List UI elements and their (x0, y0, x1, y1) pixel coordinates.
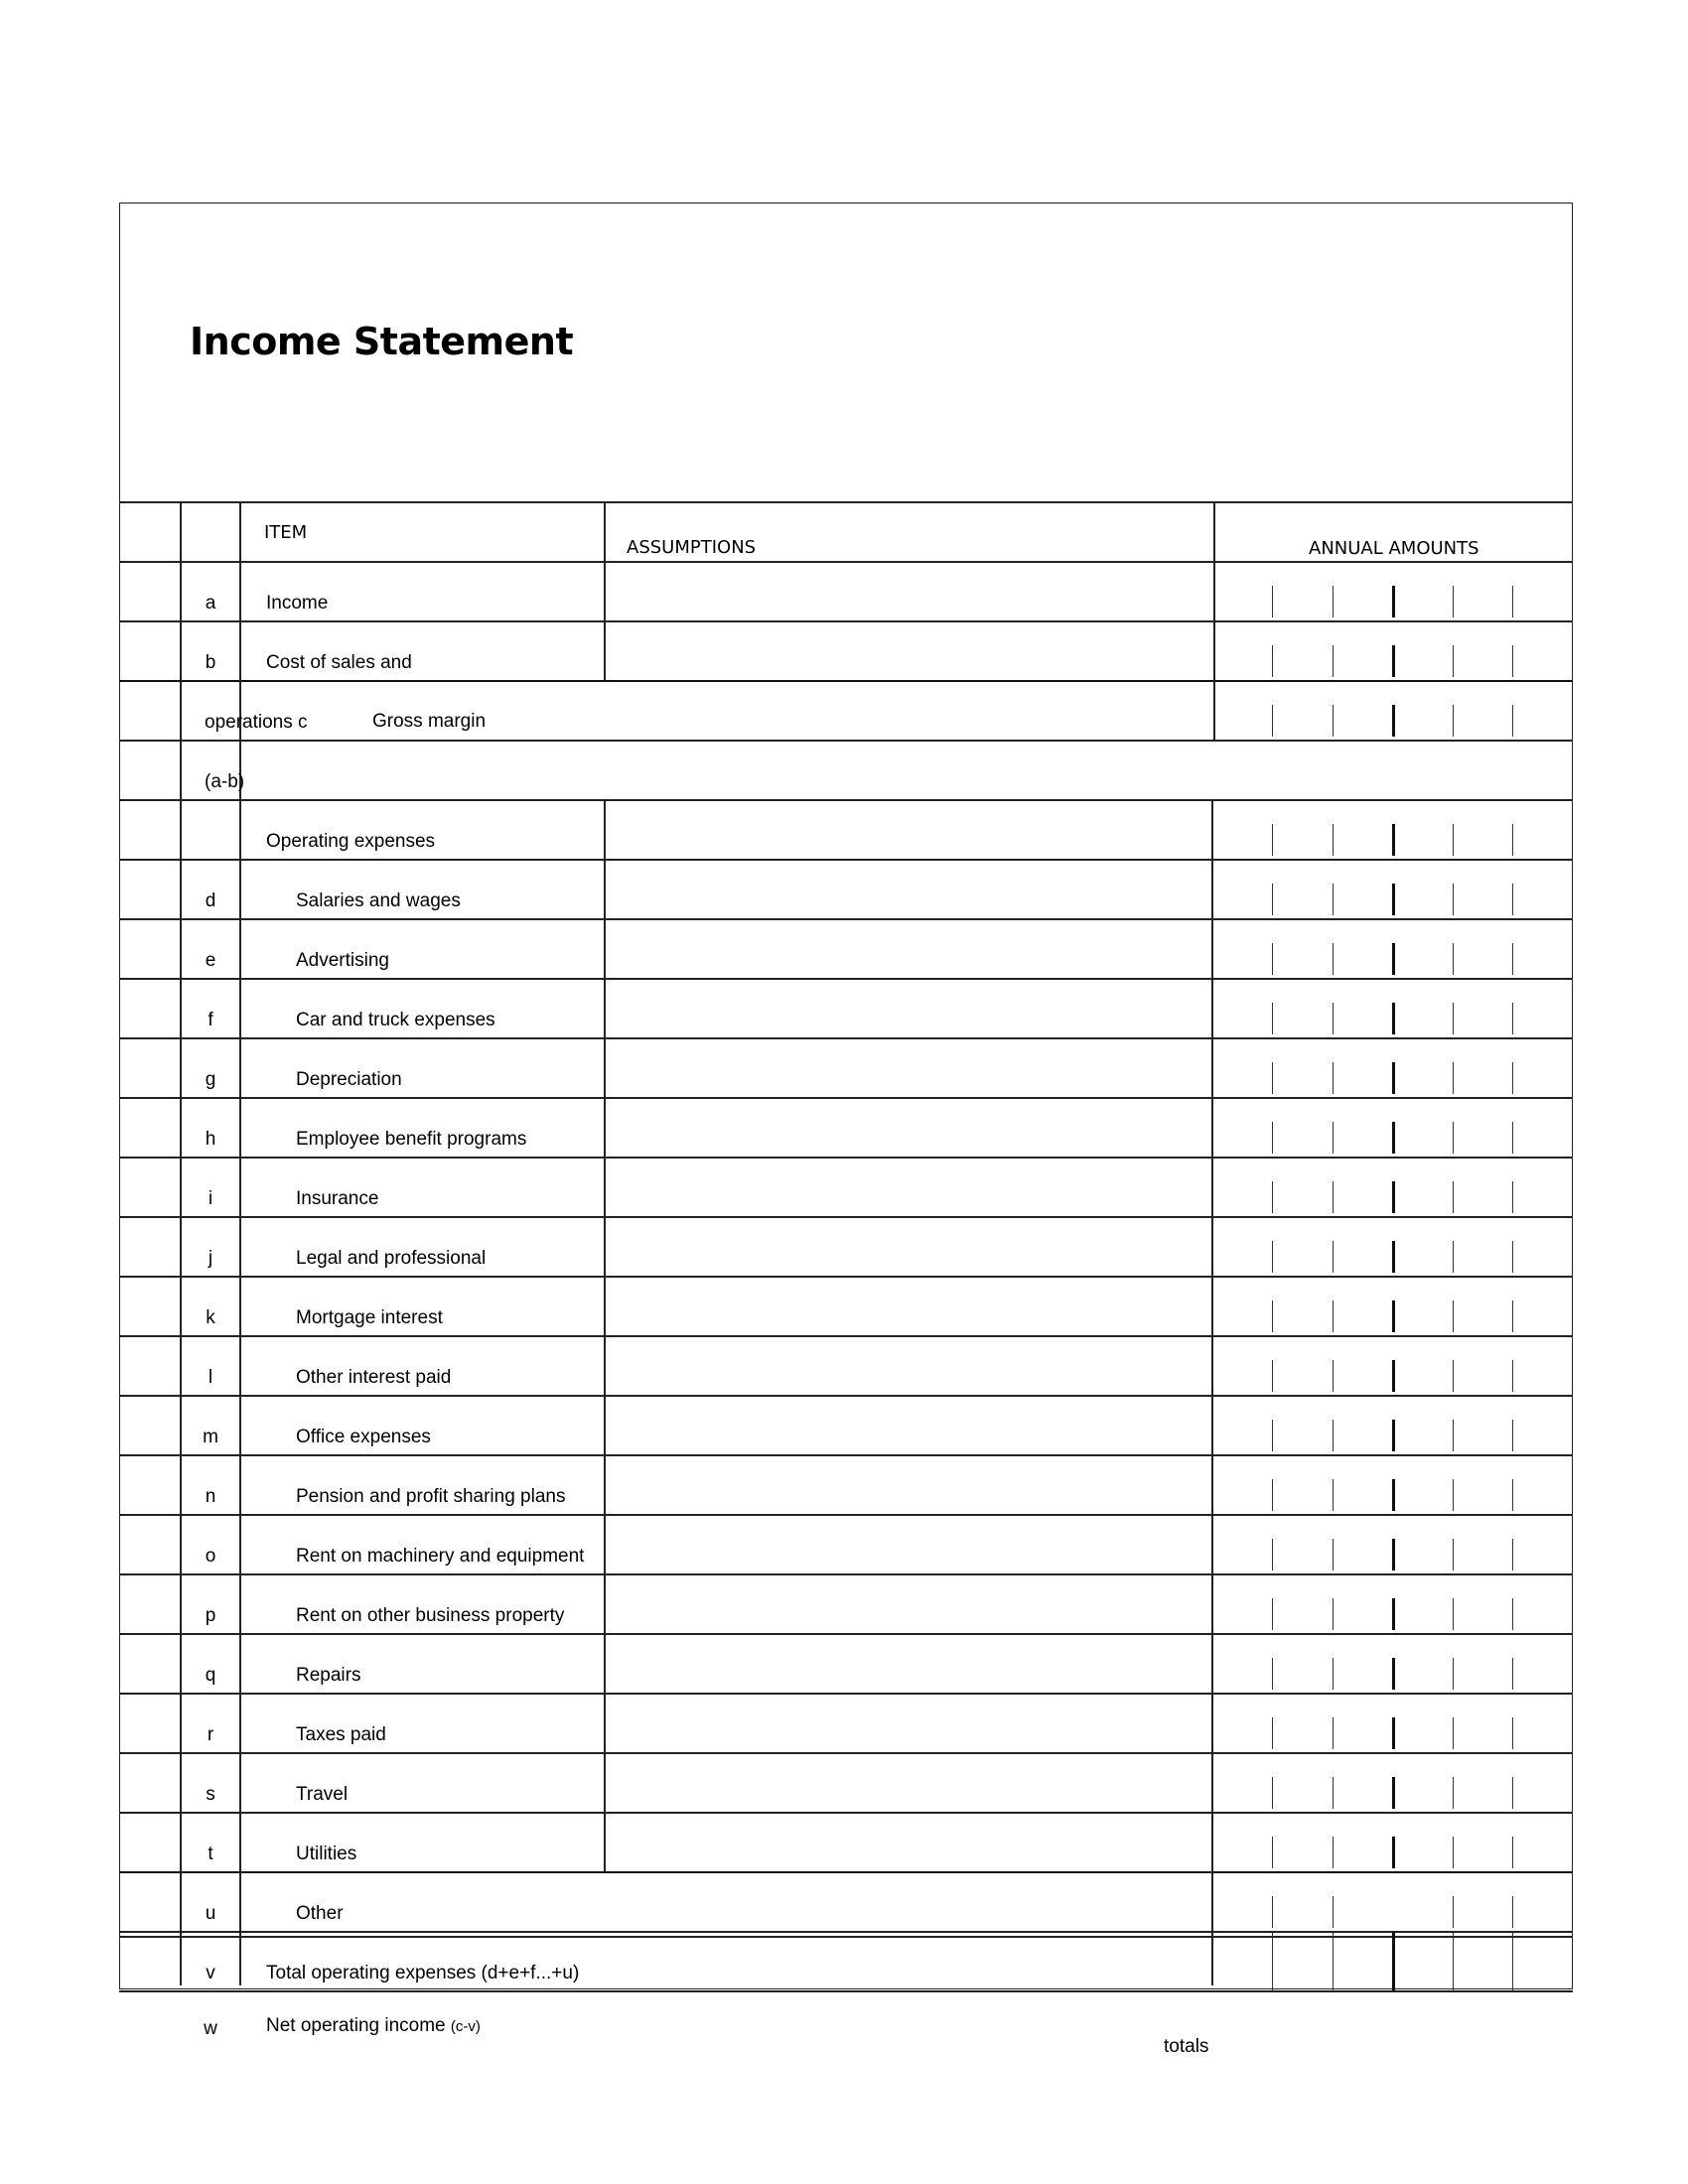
amount-cell-divider (1333, 1658, 1334, 1690)
row-label: Taxes paid (296, 1724, 386, 1745)
amount-cell-divider (1512, 1658, 1513, 1690)
row-divider (119, 1990, 1573, 1992)
amount-cell-divider (1392, 1122, 1395, 1154)
amount-cell-divider (1333, 1181, 1334, 1213)
amount-cell-divider (1272, 884, 1273, 915)
amount-cell-divider (1392, 884, 1395, 915)
amount-cell-divider (1392, 1360, 1395, 1392)
amount-cell-divider (1272, 1420, 1273, 1451)
row-label: Rent on other business property (296, 1605, 565, 1626)
row-divider (119, 680, 1573, 682)
amount-cell-divider (1453, 1420, 1454, 1451)
row-letter-q: q (205, 1665, 216, 1686)
row-divider (119, 1514, 1573, 1516)
totals-label: totals (1164, 2036, 1209, 2057)
row-label: Advertising (296, 950, 389, 971)
amount-cell-divider (1512, 586, 1513, 617)
amount-cell-divider (1453, 705, 1454, 737)
amount-cell-divider (1512, 943, 1513, 975)
amount-cell-divider (1453, 1300, 1454, 1332)
amount-cell-divider (1392, 1003, 1395, 1034)
row-divider (119, 1812, 1573, 1814)
amount-cell-divider (1453, 645, 1454, 677)
row-divider (119, 1633, 1573, 1635)
amount-cell-divider (1512, 645, 1513, 677)
amount-cell-divider (1392, 586, 1395, 617)
amount-cell-divider (1453, 1003, 1454, 1034)
row-divider (119, 1871, 1573, 1873)
amount-cell-divider (1392, 1598, 1395, 1630)
letter-column-line (180, 501, 182, 1985)
amount-cell-divider (1512, 1777, 1513, 1809)
amount-cell-divider (1392, 1658, 1395, 1690)
amount-cell-divider (1453, 586, 1454, 617)
amount-cell-divider (1392, 1241, 1395, 1273)
row-label: Rent on machinery and equipment (296, 1546, 585, 1567)
amount-cell-divider (1272, 586, 1273, 617)
row-divider (119, 620, 1573, 622)
amount-cell-divider (1453, 1062, 1454, 1094)
amount-cell-divider (1512, 1598, 1513, 1630)
row-label: Total operating expenses (d+e+f...+u) (266, 1963, 580, 1983)
amount-cell-divider (1392, 1420, 1395, 1451)
row-label: Income (266, 593, 329, 614)
row-label: Office expenses (296, 1427, 431, 1447)
amount-cell-divider (1392, 943, 1395, 975)
amount-cell-divider (1512, 1181, 1513, 1213)
amount-cell-divider (1512, 1062, 1513, 1094)
row-divider (119, 1693, 1573, 1695)
row-letter-p: p (205, 1605, 216, 1626)
row-label: Mortgage interest (296, 1307, 443, 1328)
row-letter-t: t (208, 1843, 213, 1864)
amount-cell-divider (1392, 1062, 1395, 1094)
row-divider (119, 740, 1573, 742)
amount-cell-divider (1453, 884, 1454, 915)
amount-cell-divider (1272, 1003, 1273, 1034)
amount-cell-divider (1512, 1896, 1513, 1928)
net-operating-income-label (266, 2015, 481, 2038)
row-label: Pension and profit sharing plans (296, 1486, 566, 1507)
amount-cell-divider (1453, 1241, 1454, 1273)
amount-cell-divider (1392, 1181, 1395, 1213)
amount-cell-divider (1272, 1717, 1273, 1749)
amount-cell-divider (1333, 1300, 1334, 1332)
amount-cell-divider (1453, 943, 1454, 975)
header-bottom-line (119, 561, 1573, 563)
amount-cell-divider (1272, 1181, 1273, 1213)
row-letter-g: g (205, 1069, 216, 1090)
row-letter-d: d (205, 890, 216, 911)
amount-cell-divider (1512, 1241, 1513, 1273)
amount-cell-divider (1512, 705, 1513, 737)
amount-cell-divider (1333, 1539, 1334, 1570)
row-letter-j: j (208, 1248, 213, 1269)
amount-cell-divider (1512, 1122, 1513, 1154)
amount-cell-divider (1272, 1479, 1273, 1511)
amount-cell-divider (1453, 1717, 1454, 1749)
assumptions-column-line (604, 501, 606, 680)
row-letter-w: w (204, 2018, 217, 2039)
row-letter-h: h (205, 1129, 216, 1150)
amount-cell-divider (1453, 1933, 1454, 1990)
amount-cell-divider (1272, 705, 1273, 737)
amount-cell-divider (1333, 1837, 1334, 1868)
row-label: Other interest paid (296, 1367, 452, 1388)
amount-cell-divider (1453, 1896, 1454, 1928)
amount-cell-divider (1512, 824, 1513, 856)
row-divider (119, 1573, 1573, 1575)
row-divider (119, 859, 1573, 861)
amount-cell-divider (1272, 1598, 1273, 1630)
row-label: Salaries and wages (296, 890, 461, 911)
amount-cell-divider (1272, 1300, 1273, 1332)
amount-cell-divider (1453, 1360, 1454, 1392)
row-label: Car and truck expenses (296, 1010, 495, 1030)
amount-cell-divider (1333, 586, 1334, 617)
row-divider (119, 799, 1573, 801)
amount-cell-divider (1272, 1241, 1273, 1273)
row-divider (119, 918, 1573, 920)
row-letter-b: b (205, 652, 216, 673)
amount-cell-divider (1333, 1420, 1334, 1451)
amount-cell-divider (1272, 1896, 1273, 1928)
amount-cell-divider (1333, 1717, 1334, 1749)
amount-cell-divider (1392, 1479, 1395, 1511)
amounts-column-line (1211, 799, 1213, 1985)
row-label: (a-b) (205, 771, 245, 792)
amount-cell-divider (1453, 1479, 1454, 1511)
amount-cell-divider (1333, 1933, 1334, 1990)
amount-cell-divider (1272, 1837, 1273, 1868)
row-divider (119, 1454, 1573, 1456)
header-annual-amounts: ANNUAL AMOUNTS (1309, 538, 1479, 559)
row-label: Travel (296, 1784, 349, 1805)
amount-cell-divider (1333, 1777, 1334, 1809)
row-label: Depreciation (296, 1069, 402, 1090)
amount-cell-divider (1392, 1539, 1395, 1570)
row-divider (119, 1752, 1573, 1754)
amount-cell-divider (1333, 1479, 1334, 1511)
amount-cell-divider (1272, 1360, 1273, 1392)
row-divider (119, 978, 1573, 980)
amount-cell-divider (1512, 1420, 1513, 1451)
row-letter-l: l (208, 1367, 213, 1388)
row-divider (119, 1395, 1573, 1397)
row-letter-a: a (205, 593, 216, 614)
amount-cell-divider (1333, 645, 1334, 677)
amounts-column-line (1213, 501, 1215, 740)
row-letter-m: m (203, 1427, 218, 1447)
row-label: Insurance (296, 1188, 379, 1209)
amount-cell-divider (1453, 1777, 1454, 1809)
amount-cell-divider (1453, 1598, 1454, 1630)
amount-cell-divider (1453, 1122, 1454, 1154)
row-letter-s: s (206, 1784, 215, 1805)
row-letter-n: n (205, 1486, 216, 1507)
amount-cell-divider (1512, 1837, 1513, 1868)
amount-cell-divider (1333, 943, 1334, 975)
amount-cell-divider (1272, 1777, 1273, 1809)
amount-cell-divider (1453, 1837, 1454, 1868)
amount-cell-divider (1272, 943, 1273, 975)
assumptions-column-line (604, 799, 606, 1871)
amount-cell-divider (1272, 1062, 1273, 1094)
row-label: Operating expenses (266, 831, 436, 852)
row-divider (119, 1097, 1573, 1099)
amount-cell-divider (1272, 1122, 1273, 1154)
row-letter-e: e (205, 950, 216, 971)
page-title: Income Statement (190, 320, 574, 363)
amount-cell-divider (1333, 1062, 1334, 1094)
amount-cell-divider (1333, 824, 1334, 856)
amount-cell-divider (1512, 884, 1513, 915)
row-label: Employee benefit programs (296, 1129, 527, 1150)
amount-cell-divider (1392, 1777, 1395, 1809)
amount-cell-divider (1512, 1717, 1513, 1749)
header-assumptions: ASSUMPTIONS (627, 537, 757, 558)
amount-cell-divider (1392, 824, 1395, 856)
row-divider (119, 1157, 1573, 1159)
amount-cell-divider (1272, 1658, 1273, 1690)
row-divider (119, 1335, 1573, 1337)
amount-cell-divider (1333, 1598, 1334, 1630)
amount-cell-divider (1333, 1241, 1334, 1273)
row-letter-f: f (208, 1010, 213, 1030)
amount-cell-divider (1333, 884, 1334, 915)
amount-cell-divider (1512, 1539, 1513, 1570)
net-operating-income-formula: (c-v) (450, 2018, 481, 2035)
row-divider (119, 1276, 1573, 1278)
row-divider-double (119, 1936, 1573, 1938)
amount-cell-divider (1272, 645, 1273, 677)
row-divider (119, 1216, 1573, 1218)
row-divider (119, 1931, 1573, 1933)
amount-cell-divider (1453, 1539, 1454, 1570)
amount-cell-divider (1512, 1933, 1513, 1990)
amount-cell-divider (1392, 1300, 1395, 1332)
net-operating-income-text: Net operating income (266, 2015, 446, 2036)
row-letter-r: r (207, 1724, 214, 1745)
row-divider (119, 1037, 1573, 1039)
row-label: Legal and professional (296, 1248, 487, 1269)
header-item: ITEM (264, 522, 308, 543)
row-label: operations c (205, 712, 308, 733)
amount-cell-divider (1272, 1933, 1273, 1990)
row-label: Repairs (296, 1665, 361, 1686)
header-top-line (119, 501, 1573, 503)
form-frame (119, 203, 1573, 1989)
amount-cell-divider (1392, 1717, 1395, 1749)
amount-cell-divider (1453, 1658, 1454, 1690)
amount-cell-divider (1392, 645, 1395, 677)
amount-cell-divider (1512, 1479, 1513, 1511)
amount-cell-divider (1272, 1539, 1273, 1570)
row-letter-i: i (208, 1188, 213, 1209)
amount-cell-divider (1333, 1122, 1334, 1154)
row-label: Other (296, 1903, 344, 1924)
amount-cell-divider (1453, 824, 1454, 856)
amount-cell-divider (1512, 1360, 1513, 1392)
amount-cell-divider (1333, 1896, 1334, 1928)
row-letter-u: u (205, 1903, 216, 1924)
row-letter-o: o (205, 1546, 216, 1567)
row-letter-k: k (206, 1307, 215, 1328)
amount-cell-divider (1392, 1837, 1395, 1868)
amount-cell-divider (1512, 1300, 1513, 1332)
row-label: Utilities (296, 1843, 357, 1864)
row-letter-v: v (206, 1963, 215, 1983)
amount-cell-divider (1272, 824, 1273, 856)
amount-cell-divider (1333, 705, 1334, 737)
amount-cell-divider (1453, 1181, 1454, 1213)
amount-cell-divider (1392, 1933, 1395, 1990)
row-label: Cost of sales and (266, 652, 412, 673)
gross-margin-label: Gross margin (372, 711, 487, 732)
amount-cell-divider (1333, 1360, 1334, 1392)
amount-cell-divider (1392, 705, 1395, 737)
amount-cell-divider (1512, 1003, 1513, 1034)
amount-cell-divider (1333, 1003, 1334, 1034)
